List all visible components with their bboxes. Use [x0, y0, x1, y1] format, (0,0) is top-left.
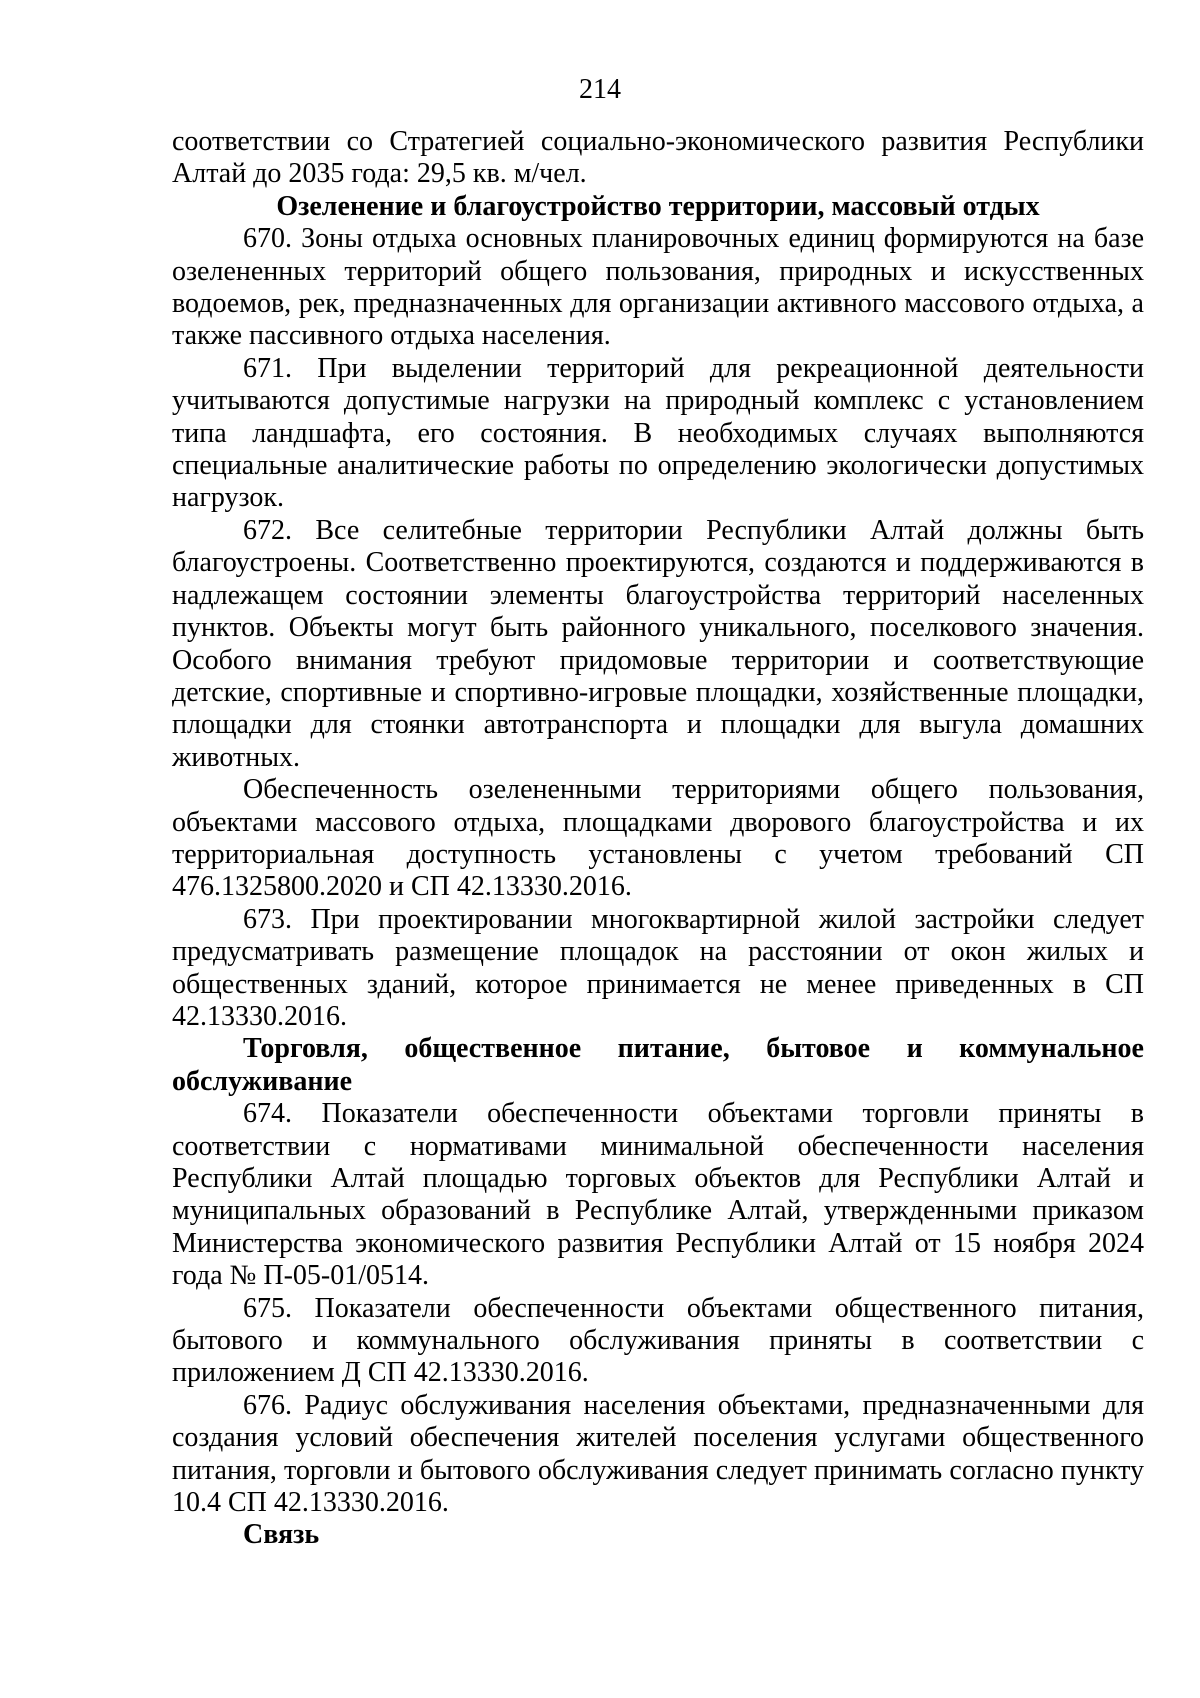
- paragraph-continuation: соответствии со Стратегией социально-экономического развития Республики Алтай до 2035 года: 29,5 кв. м/чел.: [172, 126, 1144, 190]
- paragraph-671: 671. При выделении территорий для рекреационной деятельности учитываются допустимые нагрузки на природный комплекс с установлением типа ландшафта, его состояния. В необходимых случаях выполняются специальные аналитические работы по определению экологически допустимых нагрузок.: [172, 352, 1144, 514]
- page-number: 214: [579, 74, 621, 105]
- paragraph-672: 672. Все селитебные территории Республики Алтай должны быть благоустроены. Соответственно проектируются, создаются и поддерживаются в надлежащем состоянии элементы благоустройства территорий населенных пунктов. Объекты могут быть районного уникального, поселкового значения. Особого внимания требуют придомовые территории и соответствующие детские, спортивные и спортивно-игровые площадки, хозяйственные площадки, площадки для стоянки автотранспорта и площадки для выгула домашних животных.: [172, 514, 1144, 773]
- section-heading-landscaping: Озеленение и благоустройство территории, массовый отдых: [276, 190, 1040, 222]
- paragraph-676: 676. Радиус обслуживания населения объектами, предназначенными для создания условий обеспечения жителей поселения услугами общественного питания, торговли и бытового обслуживания следует принимать согласно пункту 10.4 СП 42.13330.2016.: [172, 1389, 1144, 1519]
- paragraph-675: 675. Показатели обеспеченности объектами общественного питания, бытового и коммунального обслуживания приняты в соответствии с приложением Д СП 42.13330.2016.: [172, 1292, 1144, 1389]
- paragraph-673: 673. При проектировании многоквартирной жилой застройки следует предусматривать размещение площадок на расстоянии от окон жилых и общественных зданий, которое принимается не менее приведенных в СП 42.13330.2016.: [172, 903, 1144, 1032]
- paragraph-670: 670. Зоны отдыха основных планировочных единиц формируются на базе озелененных территорий общего пользования, природных и искусственных водоемов, рек, предназначенных для организации активного массового отдыха, а также пассивного отдыха населения.: [172, 223, 1144, 352]
- paragraph-674: 674. Показатели обеспеченности объектами торговли приняты в соответствии с нормативами минимальной обеспеченности населения Республики Алтай площадью торговых объектов для Республики Алтай и муниципальных образований в Республике Алтай, утвержденными приказом Министерства экономического развития Республики Алтай от 15 ноября 2024 года № П-05-01/0514.: [172, 1098, 1144, 1292]
- section-heading-communication: Связь: [243, 1519, 320, 1551]
- paragraph-provision: Обеспеченность озелененными территориями общего пользования, объектами массового отдыха, площадками дворового благоустройства и их территориальная доступность установлены с учетом требований СП 476.1325800.2020 и СП 42.13330.2016.: [172, 774, 1144, 903]
- section-heading-trade: Торговля, общественное питание, бытовое и коммунальное обслуживание: [172, 1033, 1144, 1097]
- document-body: [172, 126, 1144, 1552]
